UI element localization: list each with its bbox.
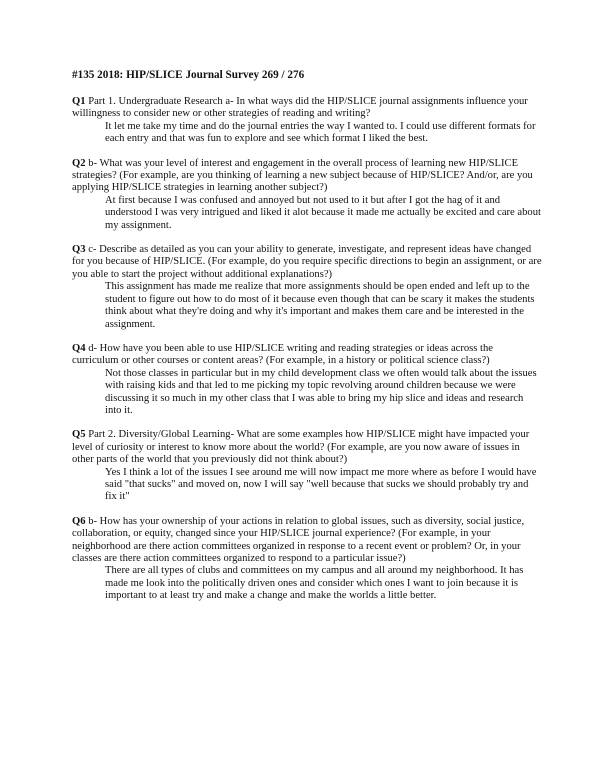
answer-q3: This assignment has made me realize that more assignments should be open ended and left up to the student to figure out how to do most of it because even though that can be scary it makes the students think about what they're doing and why it's important and makes them care and be interested in the assignment. — [105, 281, 535, 330]
question-number: Q1 — [72, 96, 86, 107]
question-number: Q5 — [72, 429, 86, 441]
question-block-q4 — [72, 343, 542, 417]
answer-q4: Not those classes in particular but in my child development class we often would talk about the issues with raising kids and that led to me picking my topic revolving around children because we were discussing it so much in my other class that I was able to bring my hip slice and ideas and research into it. — [105, 367, 537, 416]
answer-q6: There are all types of clubs and committees on my campus and all around my neighborhood. It has made me look into the politically driven ones and consider which ones I want to join because it is important to at least try and make a change and make the worlds a little better. — [105, 565, 524, 602]
question-number: Q3 — [72, 244, 86, 256]
question-q5 — [72, 429, 542, 466]
question-q3 — [72, 244, 542, 281]
answer-q1: It let me take my time and do the journal entries the way I wanted to. I could use different formats for each entry and that was fun to explore and see which format I liked the best. — [105, 120, 536, 145]
question-text: b- What was your level of interest and engagement in the overall process of learning new HIP/SLICE strategies? (For example, are you thinking of learning a new subject because of HIP/SLICE? And/or, are you applying HIP/SLICE strategies in learning another subject?) — [72, 157, 533, 194]
question-block-q2 — [72, 158, 542, 232]
survey-page — [72, 68, 542, 615]
question-text: Part 1. Undergraduate Research a- In what ways did the HIP/SLICE journal assignments influence your willingness to consider new or other strategies of reading and writing? — [72, 96, 528, 120]
question-block-q1 — [72, 96, 542, 146]
answer-q5: Yes I think a lot of the issues I see around me will now impact me more where as before I would have said "that sucks" and moved on, now I will say "well because that sucks we should probably try and fix it" — [105, 466, 537, 503]
question-block-q5 — [72, 429, 542, 503]
question-q6 — [72, 516, 542, 566]
question-text: c- Describe as detailed as you can your ability to generate, investigate, and represent ideas have changed for you because of HIP/SLICE. (For example, do you require specific directions to begin an assignment, or are you able to start the project without additional explanations?) — [72, 244, 542, 280]
question-text: b- How has your ownership of your actions in relation to global issues, such as diversity, social justice, collaboration, or equity, changed since your HIP/SLICE journal experience? (For example, in your neighborhood are there action committees organized in response to a recent event or problem? Or, in your classes are there action committees organized to respond to a particular issue?) — [72, 515, 525, 564]
question-text: d- How have you been able to use HIP/SLICE writing and reading strategies or ideas across the curriculum or other courses or content areas? (For example, in a history or political science class?) — [72, 342, 494, 367]
question-number: Q2 — [72, 157, 86, 169]
question-number: Q6 — [72, 515, 86, 527]
question-number: Q4 — [72, 342, 86, 354]
question-q4 — [72, 343, 542, 368]
question-q1 — [72, 96, 542, 121]
question-text: Part 2. Diversity/Global Learning- What are some examples how HIP/SLICE might have impacted your level of curiosity or interest to know more about the world? (For example, are you now aware of issues in other parts of the world that you previously did not think about?) — [72, 429, 530, 466]
question-block-q6 — [72, 516, 542, 603]
document-title: #135 2018: HIP/SLICE Journal Survey 269 / 276 — [72, 69, 305, 81]
answer-q2: At first because I was confused and annoyed but not used to it but after I got the hag of it and understood I was very intrigued and liked it alot because it made me actually be excited and care about my assignment. — [105, 194, 541, 231]
question-block-q3 — [72, 244, 542, 331]
question-q2 — [72, 158, 542, 195]
